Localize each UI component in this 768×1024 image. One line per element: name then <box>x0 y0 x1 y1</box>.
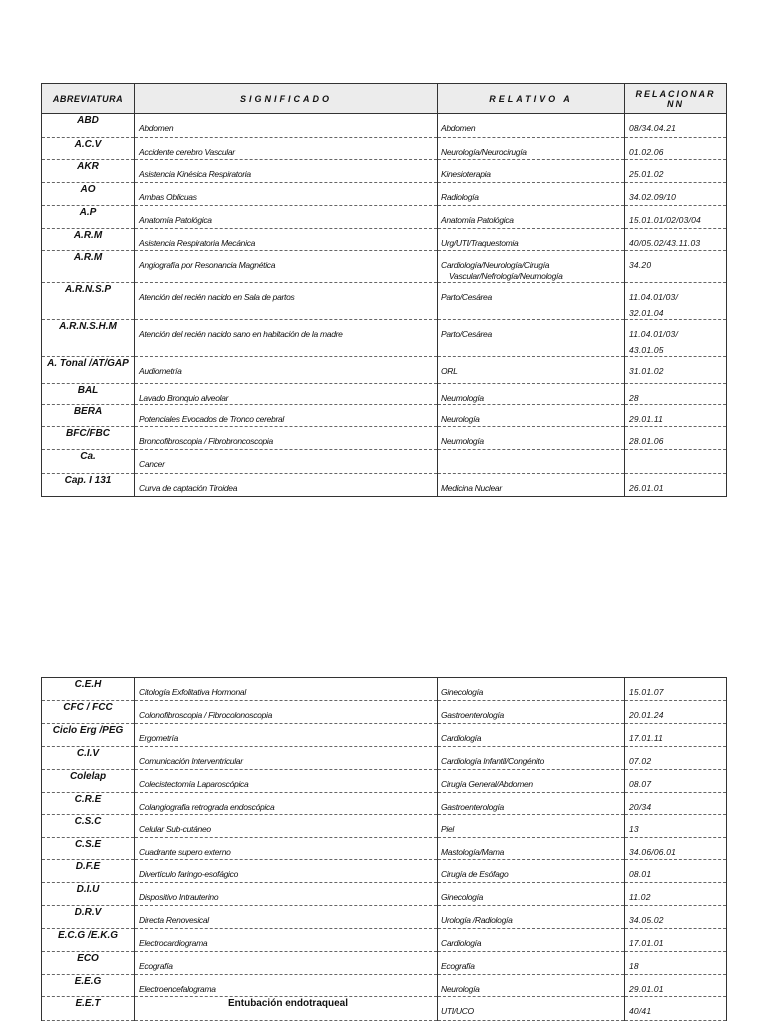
relative-cell <box>438 770 625 793</box>
abbreviation-cell: D.R.V <box>42 906 135 929</box>
relative-line: Ecografía <box>441 961 475 971</box>
meaning-cell: Abdomen <box>135 114 438 138</box>
table-row <box>42 183 727 206</box>
table-row <box>42 952 727 975</box>
code-cell <box>625 815 727 838</box>
abbreviation-cell: C.E.H <box>42 678 135 701</box>
relative-cell <box>438 997 625 1021</box>
relative-line: Neumología <box>441 393 484 403</box>
meaning-cell: Accidente cerebro Vascular <box>135 138 438 160</box>
code-cell <box>625 114 727 138</box>
abbreviation-cell: Ciclo Erg /PEG <box>42 724 135 747</box>
meaning-cell: Atención del recién nacido en Sala de partos <box>135 283 438 320</box>
code-line: 28 <box>629 393 639 403</box>
relative-cell <box>438 883 625 906</box>
relative-line-2: Vascular/Nefrología/Neumología <box>449 271 563 281</box>
abbreviation-cell: Colelap <box>42 770 135 793</box>
relative-cell <box>438 384 625 405</box>
code-line: 29.01.11 <box>629 414 664 424</box>
code-cell <box>625 229 727 251</box>
code-line: 11.04.01/03/ <box>629 329 679 339</box>
abbreviation-cell: BFC/FBC <box>42 427 135 450</box>
code-line: 40/41 <box>629 1006 652 1016</box>
meaning-cell: Entubación endotraqueal <box>135 997 438 1021</box>
header-relacionar-line1: RELACIONAR <box>635 88 716 99</box>
code-cell <box>625 138 727 160</box>
relative-cell <box>438 405 625 427</box>
code-line: 01.02.06 <box>629 147 664 157</box>
code-cell <box>625 838 727 860</box>
code-cell <box>625 883 727 906</box>
code-line: 20.01.24 <box>629 710 664 720</box>
header-significado: SIGNIFICADO <box>135 84 438 114</box>
relative-cell <box>438 793 625 815</box>
meaning-cell: Curva de captación Tiroidea <box>135 474 438 497</box>
code-cell <box>625 678 727 701</box>
code-line: 15.01.07 <box>629 687 664 697</box>
abbreviation-cell: C.I.V <box>42 747 135 770</box>
code-cell <box>625 793 727 815</box>
meaning-cell: Potenciales Evocados de Tronco cerebral <box>135 405 438 427</box>
code-line: 26.01.01 <box>629 483 664 493</box>
relative-line: Neurología/Neurocirugía <box>441 147 527 157</box>
meaning-cell: Audiometría <box>135 357 438 384</box>
relative-cell <box>438 183 625 206</box>
relative-line: Parto/Cesárea <box>441 329 492 339</box>
relative-line: Cirugía General/Abdomen <box>441 779 533 789</box>
relative-line: Gastroenterología <box>441 802 504 812</box>
code-cell <box>625 283 727 320</box>
code-line: 34.06/06.01 <box>629 847 677 857</box>
table-row <box>42 997 727 1021</box>
table-row <box>42 251 727 283</box>
relative-cell <box>438 701 625 724</box>
relative-cell <box>438 975 625 997</box>
abbreviation-table-2 <box>41 677 727 1021</box>
code-line: 20/34 <box>629 802 652 812</box>
code-line-2: 32.01.04 <box>629 308 664 318</box>
code-line: 11.02 <box>629 892 651 902</box>
relative-line: Cirugía de Esófago <box>441 869 509 879</box>
code-line: 34.20 <box>629 260 652 270</box>
table-row <box>42 206 727 229</box>
table-row <box>42 474 727 497</box>
table-row <box>42 838 727 860</box>
relative-cell <box>438 427 625 450</box>
code-cell <box>625 997 727 1021</box>
relative-line: Cardiología/Neurología/Cirugía <box>441 260 550 270</box>
relative-line: Ginecología <box>441 892 484 902</box>
code-line-2: 43.01.05 <box>629 345 664 355</box>
code-cell <box>625 474 727 497</box>
table-row <box>42 906 727 929</box>
code-line: 18 <box>629 961 639 971</box>
relative-cell <box>438 678 625 701</box>
table-row <box>42 229 727 251</box>
code-line: 17.01.01 <box>629 938 664 948</box>
abbreviation-cell: D.I.U <box>42 883 135 906</box>
code-cell <box>625 251 727 283</box>
code-cell <box>625 929 727 952</box>
relative-line: Cardiología <box>441 938 482 948</box>
abbreviation-cell: A.P <box>42 206 135 229</box>
relative-line: ORL <box>441 366 458 376</box>
code-cell <box>625 952 727 975</box>
meaning-cell: Cancer <box>135 450 438 474</box>
code-line: 08.01 <box>629 869 652 879</box>
code-cell <box>625 724 727 747</box>
abbreviation-cell: A.R.N.S.H.M <box>42 320 135 357</box>
abbreviation-cell: E.C.G /E.K.G <box>42 929 135 952</box>
meaning-cell: Dispositivo Intrauterino <box>135 883 438 906</box>
code-line: 13 <box>629 824 639 834</box>
abbreviation-cell: AO <box>42 183 135 206</box>
meaning-cell: Broncofibroscopia / Fibrobroncoscopia <box>135 427 438 450</box>
relative-line: Neurología <box>441 414 480 424</box>
code-cell <box>625 183 727 206</box>
relative-line: Radiología <box>441 192 479 202</box>
relative-line: Medicina Nuclear <box>441 483 502 493</box>
abbreviation-cell: C.S.C <box>42 815 135 838</box>
abbreviation-cell: A.R.M <box>42 251 135 283</box>
relative-cell <box>438 860 625 883</box>
relative-line: Parto/Cesárea <box>441 292 492 302</box>
code-cell <box>625 860 727 883</box>
relative-line: UTI/UCO <box>441 1006 474 1016</box>
relative-line: Piel <box>441 824 454 834</box>
code-line: 29.01.01 <box>629 984 664 994</box>
table-row <box>42 678 727 701</box>
abbreviation-table-1 <box>41 83 727 497</box>
header-abreviatura: ABREVIATURA <box>42 84 135 114</box>
abbreviation-cell: ABD <box>42 114 135 138</box>
code-line: 25.01.02 <box>629 169 664 179</box>
meaning-cell: Ecografía <box>135 952 438 975</box>
code-cell <box>625 427 727 450</box>
relative-cell <box>438 929 625 952</box>
relative-cell <box>438 283 625 320</box>
code-line: 34.05.02 <box>629 915 664 925</box>
code-cell <box>625 450 727 474</box>
meaning-cell: Angiografía por Resonancia Magnética <box>135 251 438 283</box>
abbreviation-cell: ECO <box>42 952 135 975</box>
abbreviation-cell: AKR <box>42 160 135 183</box>
relative-line: Urología /Radiología <box>441 915 513 925</box>
code-cell <box>625 357 727 384</box>
code-cell <box>625 701 727 724</box>
relative-cell <box>438 724 625 747</box>
abbreviation-cell: A.R.M <box>42 229 135 251</box>
abbreviation-cell: CFC / FCC <box>42 701 135 724</box>
relative-cell <box>438 450 625 474</box>
relative-line: Abdomen <box>441 123 476 133</box>
code-cell <box>625 206 727 229</box>
table-row <box>42 283 727 320</box>
table-row <box>42 320 727 357</box>
relative-cell <box>438 251 625 283</box>
table-row <box>42 724 727 747</box>
relative-cell <box>438 906 625 929</box>
table-row <box>42 357 727 384</box>
meaning-cell: Directa Renovesical <box>135 906 438 929</box>
relative-cell <box>438 474 625 497</box>
abbreviation-cell: A.R.N.S.P <box>42 283 135 320</box>
relative-cell <box>438 357 625 384</box>
relative-cell <box>438 229 625 251</box>
meaning-cell: Cuadrante supero externo <box>135 838 438 860</box>
code-cell <box>625 384 727 405</box>
meaning-cell: Divertículo faringo-esofágico <box>135 860 438 883</box>
abbreviation-cell: C.S.E <box>42 838 135 860</box>
relative-line: Gastroenterología <box>441 710 504 720</box>
relative-line: Neumología <box>441 436 484 446</box>
code-line: 40/05.02/43.11.03 <box>629 238 701 248</box>
table-row <box>42 138 727 160</box>
abbreviation-cell: D.F.E <box>42 860 135 883</box>
meaning-cell: Citología Exfolitativa Hormonal <box>135 678 438 701</box>
table-row <box>42 405 727 427</box>
table-row <box>42 701 727 724</box>
relative-cell <box>438 320 625 357</box>
code-cell <box>625 975 727 997</box>
abbreviation-cell: A. Tonal /AT/GAP <box>42 357 135 384</box>
table-row <box>42 384 727 405</box>
table-row <box>42 815 727 838</box>
table-row <box>42 793 727 815</box>
code-line: 08.07 <box>629 779 652 789</box>
table-row <box>42 883 727 906</box>
code-line: 17.01.11 <box>629 733 664 743</box>
table-row <box>42 860 727 883</box>
code-line: 07.02 <box>629 756 652 766</box>
meaning-cell: Ergometría <box>135 724 438 747</box>
relative-line: Neurología <box>441 984 480 994</box>
meaning-cell: Anatomía Patológica <box>135 206 438 229</box>
code-line: 08/34.04.21 <box>629 123 677 133</box>
meaning-cell: Colonofibroscopia / Fibrocolonoscopia <box>135 701 438 724</box>
meaning-cell: Comunicación Interventricular <box>135 747 438 770</box>
meaning-cell: Atención del recién nacido sano en habitación de la madre <box>135 320 438 357</box>
meaning-cell: Colangiografia retrograda endoscópica <box>135 793 438 815</box>
code-cell <box>625 160 727 183</box>
code-cell <box>625 320 727 357</box>
code-line: 34.02.09/10 <box>629 192 677 202</box>
header-relativo: RELATIVO A <box>438 84 625 114</box>
abbreviation-cell: Ca. <box>42 450 135 474</box>
relative-cell <box>438 838 625 860</box>
table-row <box>42 450 727 474</box>
relative-cell <box>438 206 625 229</box>
abbreviation-cell: BERA <box>42 405 135 427</box>
relative-cell <box>438 815 625 838</box>
relative-line: Cardiología <box>441 733 482 743</box>
relative-cell <box>438 747 625 770</box>
relative-cell <box>438 952 625 975</box>
code-line: 28.01.06 <box>629 436 664 446</box>
relative-cell <box>438 160 625 183</box>
meaning-cell: Electrocardiograma <box>135 929 438 952</box>
table-row <box>42 160 727 183</box>
relative-cell <box>438 114 625 138</box>
relative-cell <box>438 138 625 160</box>
relative-line: Ginecología <box>441 687 484 697</box>
abbreviation-cell: C.R.E <box>42 793 135 815</box>
meaning-cell: Celular Sub-cutáneo <box>135 815 438 838</box>
table-row <box>42 427 727 450</box>
code-cell <box>625 405 727 427</box>
abbreviation-cell: E.E.T <box>42 997 135 1021</box>
abbreviation-cell: E.E.G <box>42 975 135 997</box>
meaning-cell: Asistencia Kinésica Respiratoria <box>135 160 438 183</box>
header-relacionar <box>625 84 727 114</box>
meaning-cell: Ambas Oblicuas <box>135 183 438 206</box>
code-cell <box>625 747 727 770</box>
abbreviation-cell: BAL <box>42 384 135 405</box>
relative-line: Anatomía Patológica <box>441 215 514 225</box>
abbreviation-cell: A.C.V <box>42 138 135 160</box>
code-line: 15.01.01/02/03/04 <box>629 215 701 225</box>
table-row <box>42 114 727 138</box>
table-row <box>42 747 727 770</box>
relative-line: Urg/UTI/Traquestomia <box>441 238 519 248</box>
code-cell <box>625 906 727 929</box>
table-row <box>42 770 727 793</box>
code-cell <box>625 770 727 793</box>
meaning-cell: Electroencefalograma <box>135 975 438 997</box>
meaning-cell: Colecistectomía Laparoscópica <box>135 770 438 793</box>
meaning-cell: Lavado Bronquio alveolar <box>135 384 438 405</box>
code-line: 31.01.02 <box>629 366 664 376</box>
relative-line: Kinesioterapia <box>441 169 491 179</box>
table-row <box>42 975 727 997</box>
header-relacionar-line2: NN <box>667 98 684 109</box>
relative-line: Cardiología Infantil/Congénito <box>441 756 544 766</box>
table-row <box>42 929 727 952</box>
meaning-cell: Asistencia Respiratoria Mecánica <box>135 229 438 251</box>
relative-line: Mastología/Mama <box>441 847 505 857</box>
code-line: 11.04.01/03/ <box>629 292 679 302</box>
abbreviation-cell: Cap. I 131 <box>42 474 135 497</box>
table-header-row <box>42 84 727 114</box>
